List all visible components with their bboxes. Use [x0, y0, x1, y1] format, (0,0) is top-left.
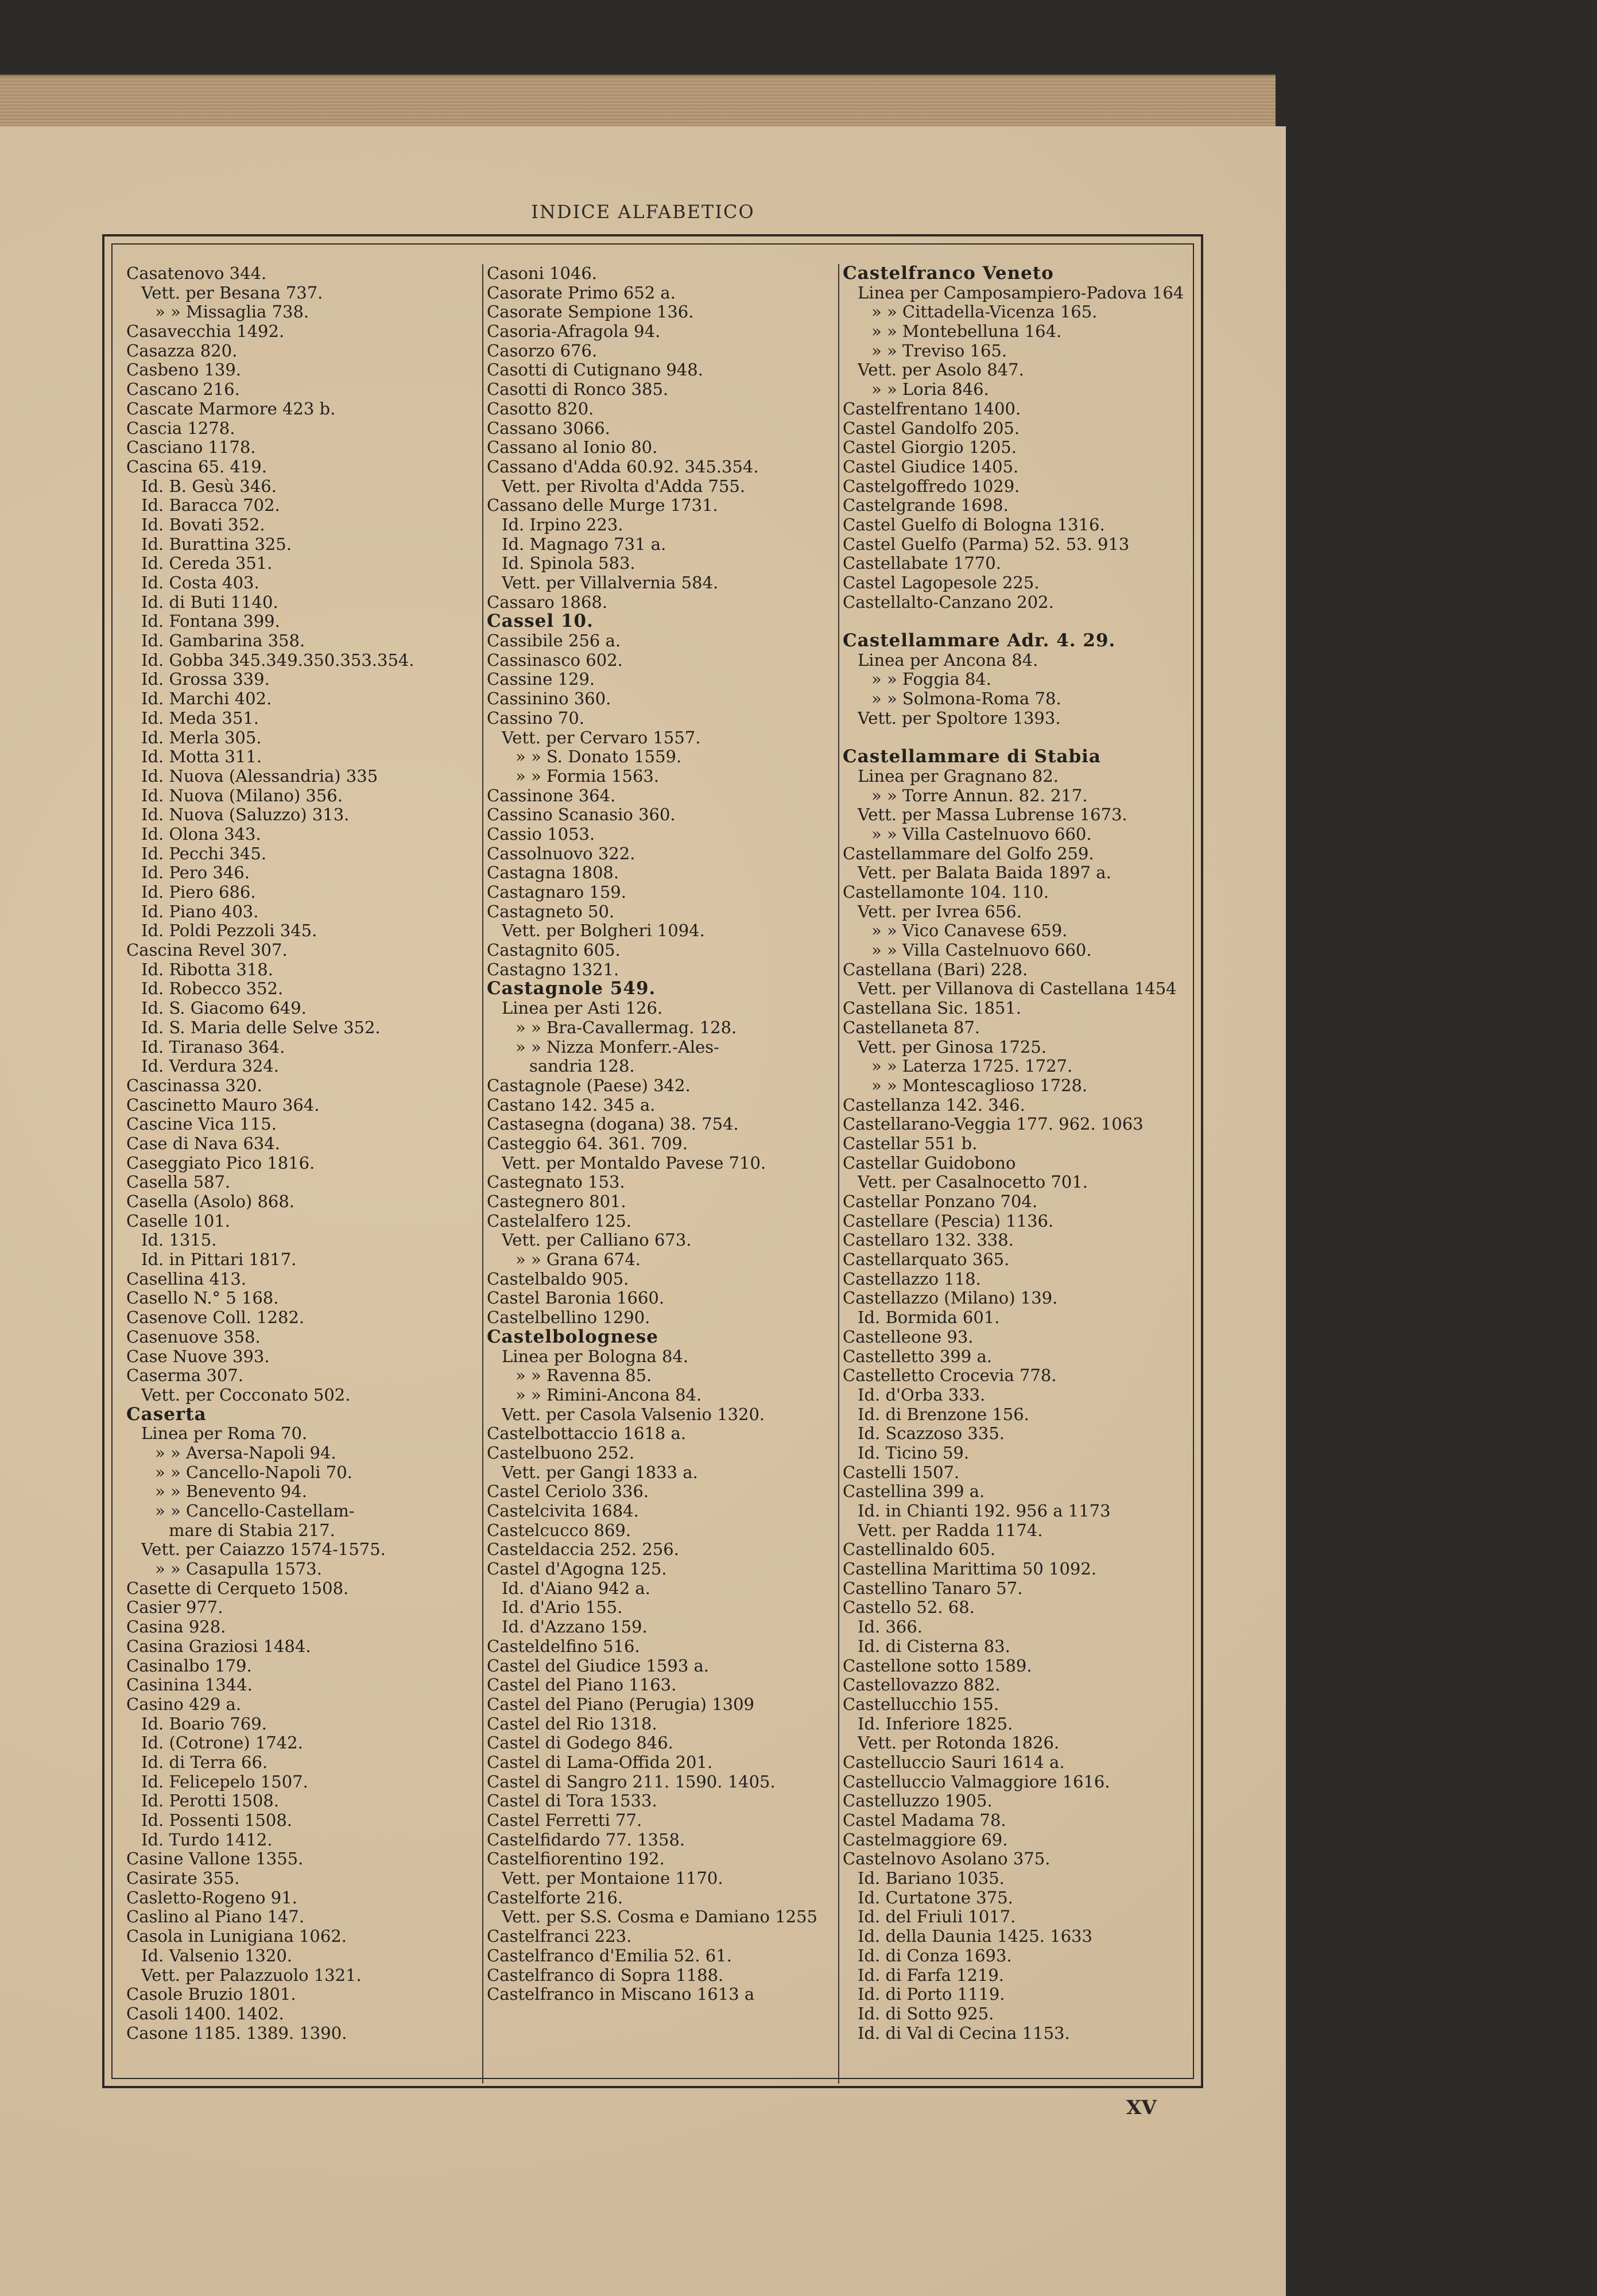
- index-entry: Cassinino 360.: [487, 689, 611, 709]
- index-entry: Castelgoffredo 1029.: [843, 476, 1020, 496]
- index-entry: Castel Gandolfo 205.: [843, 418, 1020, 438]
- index-entry: Castelmaggiore 69.: [843, 1830, 1008, 1849]
- index-entry: Id. Curtatone 375.: [858, 1888, 1013, 1907]
- index-entry: Castellina 399 a.: [843, 1482, 985, 1502]
- index-entry: Castelfranco di Sopra 1188.: [487, 1965, 724, 1985]
- index-entry: Castegnato 153.: [487, 1173, 625, 1192]
- index-entry: Cassino 70.: [487, 708, 584, 728]
- index-entry: Cassaro 1868.: [487, 592, 608, 612]
- index-entry: » » Montebelluna 164.: [871, 322, 1062, 342]
- index-entry: Vett. per Asolo 847.: [858, 360, 1024, 380]
- index-entry: Castelalfero 125.: [487, 1211, 632, 1231]
- index-entry: Cassano d'Adda 60.92. 345.354.: [487, 457, 759, 476]
- index-entry: Casoli 1400. 1402.: [126, 2004, 284, 2023]
- index-entry: Id. Perotti 1508.: [141, 1791, 279, 1811]
- index-entry: Cascinassa 320.: [126, 1076, 262, 1095]
- index-entry: Casenuove 358.: [126, 1327, 261, 1347]
- index-entry: » » Cancello-Napoli 70.: [155, 1463, 352, 1482]
- index-entry: Casola in Lunigiana 1062.: [126, 1927, 347, 1946]
- index-entry: Castellammare Adr. 4. 29.: [843, 631, 1116, 651]
- index-entry: Id. della Daunia 1425. 1633: [858, 1927, 1092, 1946]
- index-entry: Casine Vallone 1355.: [126, 1849, 304, 1869]
- index-entry: Cassino Scanasio 360.: [487, 805, 676, 825]
- index-entry: Id. del Friuli 1017.: [858, 1907, 1016, 1927]
- index-entry: Castellamonte 104. 110.: [843, 883, 1049, 902]
- index-entry: Vett. per Villanova di Castellana 1454: [858, 979, 1177, 999]
- index-entry: Casorate Sempione 136.: [487, 302, 694, 322]
- index-entry: Id. Gambarina 358.: [141, 631, 305, 651]
- index-entry: Castellone sotto 1589.: [843, 1656, 1032, 1676]
- index-entry: Castel Guelfo di Bologna 1316.: [843, 515, 1105, 534]
- index-entry: Casbeno 139.: [126, 360, 242, 380]
- index-entry: Vett. per Calliano 673.: [502, 1231, 692, 1250]
- index-entry: Caserma 307.: [126, 1366, 243, 1386]
- index-entry: Castellammare del Golfo 259.: [843, 844, 1094, 863]
- index-entry: Castel Guelfo (Parma) 52. 53. 913: [843, 534, 1130, 554]
- index-entry: Caserta: [126, 1405, 207, 1425]
- index-entry: Castelfrentano 1400.: [843, 399, 1021, 418]
- index-entry: Cassel 10.: [487, 612, 594, 632]
- index-entry: » » Vico Canavese 659.: [871, 921, 1068, 941]
- index-entry: Vett. per Montaione 1170.: [502, 1869, 723, 1888]
- index-entry: Vett. per Ginosa 1725.: [858, 1037, 1046, 1057]
- index-entry: Vett. per S.S. Cosma e Damiano 1255: [502, 1907, 817, 1927]
- index-entry: Castelletto 399 a.: [843, 1347, 992, 1366]
- index-entry: [843, 612, 1187, 631]
- index-entry: Castelfranci 223.: [487, 1927, 632, 1946]
- index-entry: » » Laterza 1725. 1727.: [871, 1057, 1073, 1076]
- index-entry: » » Foggia 84.: [871, 670, 991, 689]
- index-entry: Casier 977.: [126, 1598, 223, 1618]
- index-entry: Cascate Marmore 423 b.: [126, 399, 336, 418]
- index-entry: Casinina 1344.: [126, 1676, 253, 1695]
- index-entry: Castelfranco Veneto: [843, 264, 1054, 284]
- index-entry: Castellarquato 365.: [843, 1250, 1010, 1270]
- index-entry: Id. di Buti 1140.: [141, 592, 278, 612]
- index-entry: Id. Olona 343.: [141, 824, 261, 844]
- index-entry: Id. Valsenio 1320.: [141, 1946, 292, 1965]
- index-entry: Caselle 101.: [126, 1211, 231, 1231]
- index-entry: Castelcivita 1684.: [487, 1502, 639, 1521]
- index-entry: Id. Merla 305.: [141, 728, 262, 747]
- index-entry: Cascina 65. 419.: [126, 457, 267, 476]
- index-entry: Vett. per Radda 1174.: [858, 1521, 1043, 1540]
- index-entry: Castelgrande 1698.: [843, 496, 1009, 515]
- index-entry: Vett. per Besana 737.: [141, 283, 323, 302]
- index-entry: Id. Baracca 702.: [141, 496, 280, 515]
- index-entry: Castano 142. 345 a.: [487, 1095, 656, 1115]
- index-entry: Id. Gobba 345.349.350.353.354.: [141, 650, 414, 670]
- index-entry: Castagnaro 159.: [487, 883, 626, 902]
- index-entry: » » Aversa-Napoli 94.: [155, 1443, 336, 1463]
- index-entry: Castelbellino 1290.: [487, 1308, 650, 1328]
- index-entry: Id. Robecco 352.: [141, 979, 284, 999]
- index-entry: Id. Boario 769.: [141, 1714, 267, 1733]
- index-entry: Casette di Cerqueto 1508.: [126, 1578, 349, 1598]
- index-entry: Castel Giorgio 1205.: [843, 438, 1017, 457]
- index-entry: Vett. per Gangi 1833 a.: [502, 1463, 698, 1482]
- index-entry: Castellare (Pescia) 1136.: [843, 1211, 1054, 1231]
- index-entry: Id. Motta 311.: [141, 747, 262, 767]
- index-entry: Id. d'Ario 155.: [502, 1598, 623, 1618]
- index-entry: » » Rimini-Ancona 84.: [515, 1385, 702, 1405]
- index-entry: Castel Ferretti 77.: [487, 1811, 642, 1830]
- index-entry: Castel Madama 78.: [843, 1811, 1006, 1830]
- index-entry: Id. Grossa 339.: [141, 670, 270, 689]
- index-entry: Casletto-Rogeno 91.: [126, 1888, 297, 1907]
- index-entry: Casteldelfino 516.: [487, 1636, 640, 1656]
- index-entry: Vett. per Villalvernia 584.: [502, 573, 719, 592]
- index-entry: Id. di Porto 1119.: [858, 1985, 1005, 2004]
- index-entry: Casello N.° 5 168.: [126, 1289, 279, 1308]
- index-entry: Casteggio 64. 361. 709.: [487, 1134, 688, 1153]
- index-entry: Vett. per Caiazzo 1574-1575.: [141, 1540, 386, 1560]
- index-entry: Castelfranco d'Emilia 52. 61.: [487, 1946, 732, 1965]
- index-entry: Castelforte 216.: [487, 1888, 623, 1907]
- index-entry: Id. Piano 403.: [141, 902, 259, 921]
- index-column-3: [838, 264, 1187, 2084]
- index-entry: » » S. Donato 1559.: [515, 747, 682, 767]
- index-entry: Casirate 355.: [126, 1869, 240, 1888]
- index-entry: Castellalto-Canzano 202.: [843, 592, 1054, 612]
- index-entry: Casorate Primo 652 a.: [487, 283, 676, 302]
- index-entry: Cascia 1278.: [126, 418, 235, 438]
- index-entry: Casatenovo 344.: [126, 264, 267, 283]
- index-entry: Id. d'Orba 333.: [858, 1385, 986, 1405]
- index-entry: Id. Magnago 731 a.: [502, 534, 666, 554]
- index-entry: Cascano 216.: [126, 380, 240, 400]
- index-entry: Vett. per Massa Lubrense 1673.: [858, 805, 1127, 825]
- index-entry: Id. S. Maria delle Selve 352.: [141, 1018, 381, 1037]
- index-entry: Castel di Lama-Offida 201.: [487, 1752, 713, 1772]
- index-entry: Linea per Ancona 84.: [858, 650, 1038, 670]
- index-entry: Castel Giudice 1405.: [843, 457, 1019, 476]
- index-entry: Caslino al Piano 147.: [126, 1907, 305, 1927]
- index-entry: Id. 366.: [858, 1618, 923, 1637]
- index-entry: Id. Piero 686.: [141, 883, 256, 902]
- index-entry: Castel Ceriolo 336.: [487, 1482, 649, 1502]
- index-entry: Casenove Coll. 1282.: [126, 1308, 305, 1328]
- index-entry: Castellana Sic. 1851.: [843, 999, 1022, 1018]
- index-entry: » » Cittadella-Vicenza 165.: [871, 302, 1098, 322]
- index-entry: Casole Bruzio 1801.: [126, 1985, 296, 2004]
- index-entry: Id. Fontana 399.: [141, 612, 280, 631]
- index-entry: Vett. per Cocconato 502.: [141, 1385, 351, 1405]
- index-entry: Vett. per Balata Baida 1897 a.: [858, 863, 1111, 883]
- index-entry: Castellinaldo 605.: [843, 1540, 996, 1560]
- index-entry: Vett. per Palazzuolo 1321.: [141, 1965, 362, 1985]
- index-entry: Castellar 551 b.: [843, 1134, 978, 1153]
- index-entry: Vett. per Rotonda 1826.: [858, 1733, 1060, 1753]
- index-entry: Id. Nuova (Milano) 356.: [141, 786, 343, 805]
- index-entry: [843, 728, 1187, 748]
- index-entry: Id. Verdura 324.: [141, 1057, 279, 1076]
- index-entry: Id. Poldi Pezzoli 345.: [141, 921, 317, 941]
- index-entry: » » Ravenna 85.: [515, 1366, 652, 1386]
- index-entry: Castellammare di Stabia: [843, 747, 1102, 767]
- index-entry: Id. di Cisterna 83.: [858, 1636, 1010, 1656]
- index-entry: Castasegna (dogana) 38. 754.: [487, 1115, 739, 1134]
- index-entry: Cassano al Ionio 80.: [487, 438, 658, 457]
- index-entry: Castel d'Agogna 125.: [487, 1560, 667, 1579]
- index-entry: Id. Bariano 1035.: [858, 1869, 1005, 1888]
- index-entry: Castellovazzo 882.: [843, 1676, 1001, 1695]
- index-entry: Castel di Sangro 211. 1590. 1405.: [487, 1772, 776, 1791]
- index-entry: Castelbottaccio 1618 a.: [487, 1424, 687, 1444]
- index-entry: Cassine 129.: [487, 670, 595, 689]
- index-entry: Castelluzzo 1905.: [843, 1791, 993, 1811]
- index-entry: Castellar Ponzano 704.: [843, 1192, 1038, 1211]
- index-entry: Id. Nuova (Alessandria) 335: [141, 766, 378, 786]
- index-entry: Id. Inferiore 1825.: [858, 1714, 1013, 1733]
- index-entry: Id. Felicepelo 1507.: [141, 1772, 308, 1791]
- index-entry: Castagna 1808.: [487, 863, 619, 883]
- index-entry: Id. Meda 351.: [141, 708, 259, 728]
- index-entry: Id. S. Giacomo 649.: [141, 999, 307, 1018]
- index-entry: » » Loria 846.: [871, 380, 989, 400]
- index-entry: Id. Pero 346.: [141, 863, 250, 883]
- index-entry: Cassano delle Murge 1731.: [487, 496, 718, 515]
- index-entry: » » Treviso 165.: [871, 341, 1007, 360]
- index-entry: Vett. per Spoltore 1393.: [858, 708, 1061, 728]
- index-entry: Id. di Farfa 1219.: [858, 1965, 1005, 1985]
- page-number: XV: [1126, 2096, 1157, 2119]
- index-entry: Castellaro 132. 338.: [843, 1231, 1014, 1250]
- index-entry: Casazza 820.: [126, 341, 238, 360]
- index-entry: » » Casapulla 1573.: [155, 1560, 322, 1579]
- index-entry: Casina Graziosi 1484.: [126, 1636, 311, 1656]
- index-entry: Castellana (Bari) 228.: [843, 960, 1028, 979]
- index-entry: Vett. per Casola Valsenio 1320.: [502, 1405, 765, 1424]
- index-entry: Castel Baronia 1660.: [487, 1289, 665, 1308]
- index-entry: Linea per Camposampiero-Padova 164: [858, 283, 1184, 302]
- index-entry: Castellucchio 155.: [843, 1694, 999, 1714]
- index-entry: Castelluccio Sauri 1614 a.: [843, 1752, 1065, 1772]
- index-entry: Castelcucco 869.: [487, 1521, 631, 1540]
- index-entry: Id. di Val di Cecina 1153.: [858, 2023, 1070, 2043]
- index-entry: Cassano 3066.: [487, 418, 610, 438]
- index-entry: Castello 52. 68.: [843, 1598, 975, 1618]
- index-entry: Castellaneta 87.: [843, 1018, 980, 1037]
- index-entry: Castagno 1321.: [487, 960, 619, 979]
- index-entry: Vett. per Rivolta d'Adda 755.: [502, 476, 746, 496]
- index-entry: Linea per Asti 126.: [502, 999, 663, 1018]
- index-entry: Id. Possenti 1508.: [141, 1811, 293, 1830]
- index-entry: Casoria-Afragola 94.: [487, 322, 661, 342]
- index-entry: Id. in Pittari 1817.: [141, 1250, 297, 1270]
- index-entry: Case Nuove 393.: [126, 1347, 270, 1366]
- index-entry: Id. 1315.: [141, 1231, 217, 1250]
- index-entry: Id. Ribotta 318.: [141, 960, 273, 979]
- index-entry: Casciano 1178.: [126, 438, 256, 457]
- index-entry: Vett. per Casalnocetto 701.: [858, 1173, 1088, 1192]
- index-entry: Castel di Godego 846.: [487, 1733, 673, 1753]
- index-entry: Castelfidardo 77. 1358.: [487, 1830, 685, 1849]
- index-entry: Casellina 413.: [126, 1269, 247, 1289]
- index-entry: Id. Marchi 402.: [141, 689, 272, 709]
- index-entry: Cassolnuovo 322.: [487, 844, 635, 863]
- index-entry: Casella (Asolo) 868.: [126, 1192, 295, 1211]
- index-entry: Cascine Vica 115.: [126, 1115, 277, 1134]
- index-entry: Castagneto 50.: [487, 902, 615, 921]
- index-entry: Castegnero 801.: [487, 1192, 626, 1211]
- index-entry: Id. di Terra 66.: [141, 1752, 268, 1772]
- index-column-2: [482, 264, 831, 2084]
- index-entry: Vett. per Cervaro 1557.: [502, 728, 701, 747]
- index-entry: » » Villa Castelnuovo 660.: [871, 824, 1092, 844]
- index-entry: Id. B. Gesù 346.: [141, 476, 277, 496]
- index-entry: Castelbolognese: [487, 1327, 658, 1347]
- index-entry: Id. Bovati 352.: [141, 515, 265, 534]
- index-entry: Casorzo 676.: [487, 341, 598, 360]
- index-entry: Casotti di Cutignano 948.: [487, 360, 703, 380]
- index-entry: Casone 1185. 1389. 1390.: [126, 2023, 347, 2043]
- index-entry: Id. Irpino 223.: [502, 515, 623, 534]
- index-entry: Casotto 820.: [487, 399, 594, 418]
- index-entry: Castellino Tanaro 57.: [843, 1578, 1023, 1598]
- index-entry: » » Benevento 94.: [155, 1482, 307, 1502]
- index-entry: Id. Tiranaso 364.: [141, 1037, 285, 1057]
- index-entry: Castelfiorentino 192.: [487, 1849, 665, 1869]
- index-entry: » » Nizza Monferr.-Ales-: [515, 1037, 719, 1057]
- index-entry: » » Montescaglioso 1728.: [871, 1076, 1088, 1095]
- index-column-1: [126, 264, 471, 2084]
- index-entry: Id. Bormida 601.: [858, 1308, 1000, 1328]
- index-entry: » » Torre Annun. 82. 217.: [871, 786, 1088, 805]
- index-entry: » » Bra-Cavallermag. 128.: [515, 1018, 737, 1037]
- index-entry: Castellazzo (Milano) 139.: [843, 1289, 1058, 1308]
- index-entry: » » Solmona-Roma 78.: [871, 689, 1061, 709]
- index-entry: Casoni 1046.: [487, 264, 598, 283]
- index-entry: Castagnole (Paese) 342.: [487, 1076, 691, 1095]
- index-entry: Castel Lagopesole 225.: [843, 573, 1040, 592]
- index-entry: Id. (Cotrone) 1742.: [141, 1733, 303, 1753]
- index-entry: Castellazzo 118.: [843, 1269, 981, 1289]
- index-entry: Vett. per Ivrea 656.: [858, 902, 1022, 921]
- index-entry: Id. Cereda 351.: [141, 554, 273, 573]
- index-entry: Castelleone 93.: [843, 1327, 974, 1347]
- index-entry: » » Grana 674.: [515, 1250, 641, 1270]
- index-entry: Id. di Sotto 925.: [858, 2004, 994, 2023]
- index-entry: Casavecchia 1492.: [126, 322, 285, 342]
- index-entry: Castelletto Crocevia 778.: [843, 1366, 1057, 1386]
- index-entry: Id. d'Aiano 942 a.: [502, 1578, 650, 1598]
- index-entry: Id. Costa 403.: [141, 573, 259, 592]
- index-entry: Castel del Piano 1163.: [487, 1676, 677, 1695]
- index-entry: Castelnovo Asolano 375.: [843, 1849, 1051, 1869]
- index-entry: Castel del Piano (Perugia) 1309: [487, 1694, 755, 1714]
- page-heading: INDICE ALFABETICO: [531, 201, 755, 223]
- index-entry: mare di Stabia 217.: [169, 1521, 335, 1540]
- index-entry: » » Formia 1563.: [515, 766, 660, 786]
- index-entry: Castelbuono 252.: [487, 1443, 635, 1463]
- index-entry: Vett. per Bolgheri 1094.: [502, 921, 705, 941]
- book-page: [0, 126, 1286, 2296]
- index-entry: Castellabate 1770.: [843, 554, 1001, 573]
- index-entry: Id. di Brenzone 156.: [858, 1405, 1029, 1424]
- index-entry: Casteldaccia 252. 256.: [487, 1540, 679, 1560]
- index-entry: Casella 587.: [126, 1173, 231, 1192]
- index-entry: Id. Scazzoso 335.: [858, 1424, 1005, 1444]
- index-entry: Cassibile 256 a.: [487, 631, 621, 651]
- index-entry: Castel del Rio 1318.: [487, 1714, 657, 1733]
- index-entry: Casino 429 a.: [126, 1694, 242, 1714]
- index-entry: Id. Turdo 1412.: [141, 1830, 273, 1849]
- index-entry: Id. Spinola 583.: [502, 554, 635, 573]
- index-entry: » » Cancello-Castellam-: [155, 1502, 355, 1521]
- index-entry: » » Missaglia 738.: [155, 302, 309, 322]
- index-entry: Castelluccio Valmaggiore 1616.: [843, 1772, 1110, 1791]
- index-entry: Cassio 1053.: [487, 824, 595, 844]
- index-entry: Castel del Giudice 1593 a.: [487, 1656, 709, 1676]
- index-entry: Id. Ticino 59.: [858, 1443, 970, 1463]
- index-entry: Cascinetto Mauro 364.: [126, 1095, 320, 1115]
- index-entry: Linea per Gragnano 82.: [858, 766, 1059, 786]
- index-entry: Castellina Marittima 50 1092.: [843, 1560, 1097, 1579]
- index-entry: Id. d'Azzano 159.: [502, 1618, 648, 1637]
- index-entry: Linea per Bologna 84.: [502, 1347, 689, 1366]
- index-entry: Castellanza 142. 346.: [843, 1095, 1025, 1115]
- index-entry: Vett. per Montaldo Pavese 710.: [502, 1153, 766, 1173]
- index-entry: Cassinasco 602.: [487, 650, 623, 670]
- index-entry: sandria 128.: [529, 1057, 635, 1076]
- index-entry: Cassinone 364.: [487, 786, 616, 805]
- index-entry: Id. di Conza 1693.: [858, 1946, 1012, 1965]
- index-entry: Castelfranco in Miscano 1613 a: [487, 1985, 755, 2004]
- index-entry: Id. Pecchi 345.: [141, 844, 267, 863]
- index-entry: Linea per Roma 70.: [141, 1424, 308, 1444]
- index-entry: Case di Nava 634.: [126, 1134, 280, 1153]
- index-entry: Castelli 1507.: [843, 1463, 960, 1482]
- index-entry: Casotti di Ronco 385.: [487, 380, 669, 400]
- index-entry: Castellar Guidobono: [843, 1153, 1016, 1173]
- index-entry: » » Villa Castelnuovo 660.: [871, 941, 1092, 960]
- index-entry: Castelbaldo 905.: [487, 1269, 629, 1289]
- index-entry: Id. Burattina 325.: [141, 534, 292, 554]
- index-entry: Castellarano-Veggia 177. 962. 1063: [843, 1115, 1144, 1134]
- index-entry: Castagnole 549.: [487, 979, 656, 999]
- index-entry: Id. in Chianti 192. 956 a 1173: [858, 1502, 1111, 1521]
- index-entry: Casina 928.: [126, 1618, 226, 1637]
- index-entry: Castagnito 605.: [487, 941, 621, 960]
- index-entry: Id. Nuova (Saluzzo) 313.: [141, 805, 350, 825]
- index-entry: Cascina Revel 307.: [126, 941, 288, 960]
- index-entry: Casinalbo 179.: [126, 1656, 252, 1676]
- index-entry: Castel di Tora 1533.: [487, 1791, 657, 1811]
- index-entry: Caseggiato Pico 1816.: [126, 1153, 315, 1173]
